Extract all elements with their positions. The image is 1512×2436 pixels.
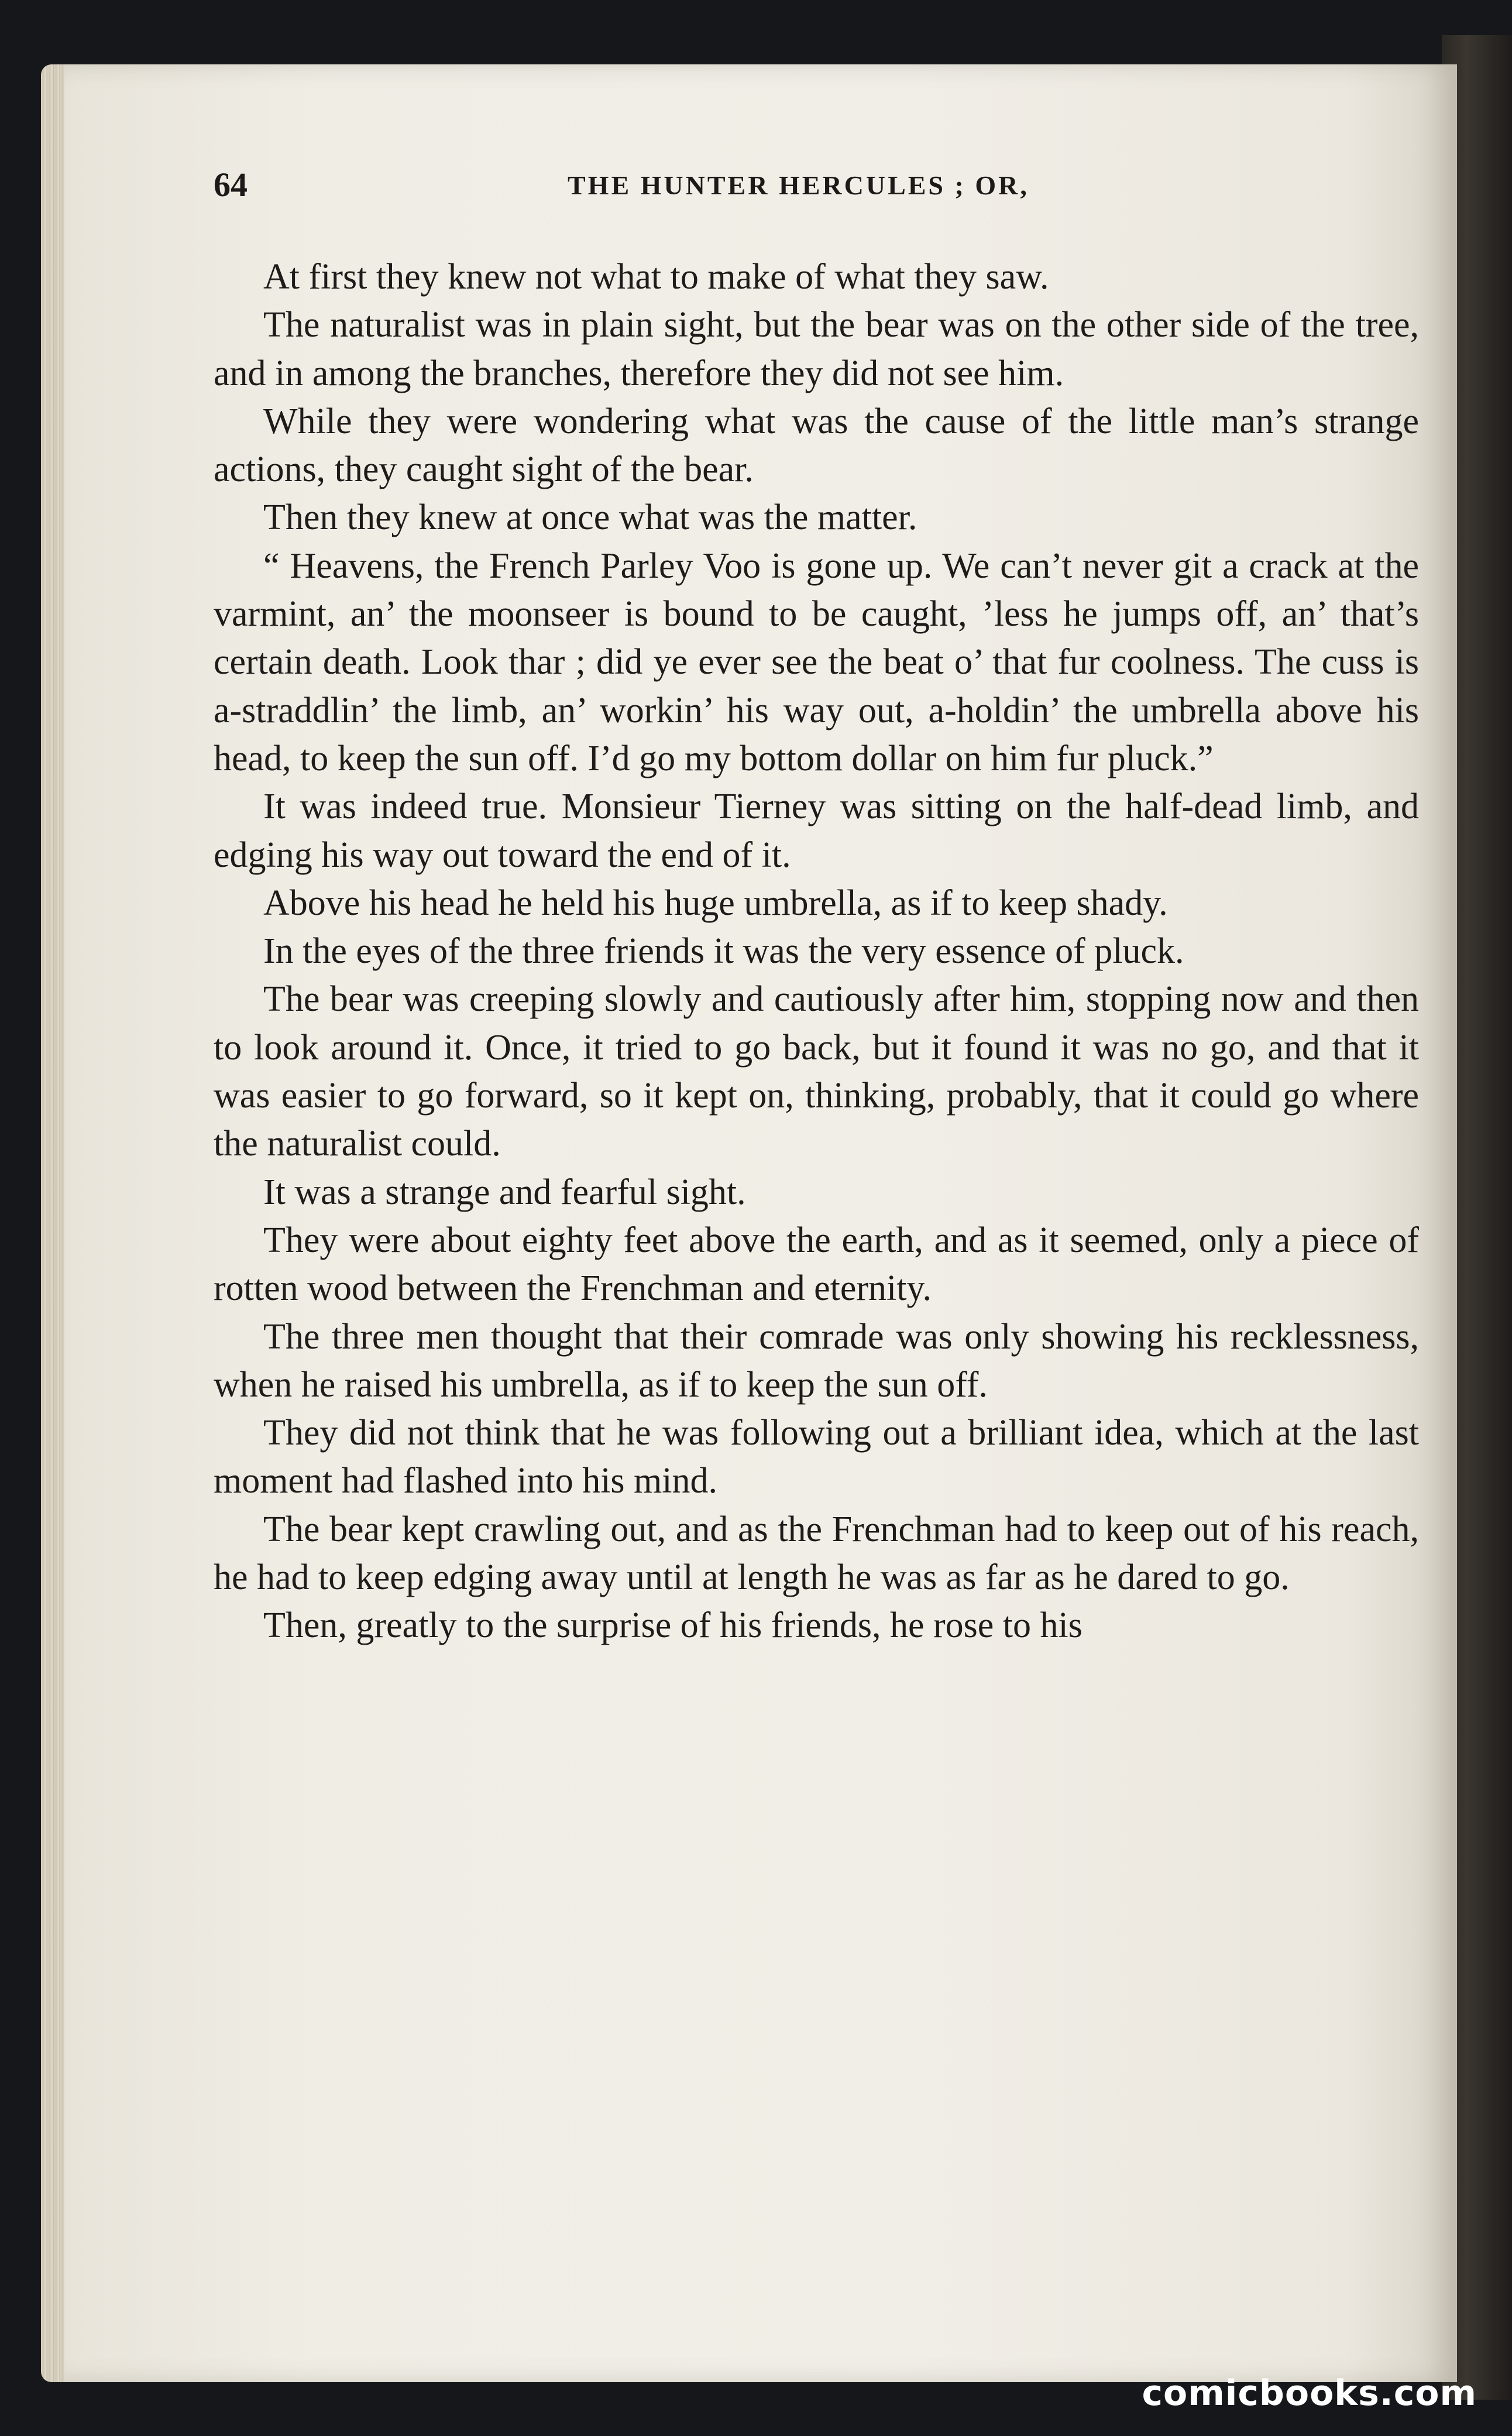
- paragraph: They did not think that he was following out a brilliant idea, which at the last moment had flashed into his mind.: [214, 1413, 1419, 1501]
- paragraph: At first they knew not what to make of what they saw.: [263, 257, 1049, 297]
- paragraph: “ Heavens, the French Parley Voo is gone up. We can’t never git a crack at the varmint, an’ the moonseer is bound to be caught, ’less he jumps off, an’ that’s certain death. Look thar ; did ye ever see the beat o’ that fur coolness. The cuss is a-straddlin’ the limb, an’ workin’ his way out, a-holdin’ the umbrella above his head, to keep the sun off. I’d go my bottom dollar on him fur pluck.”: [214, 545, 1419, 778]
- paragraph: The three men thought that their comrade was only showing his recklessness, when he raised his umbrella, as if to keep the sun off.: [214, 1316, 1419, 1405]
- paragraph: The bear kept crawling out, and as the Frenchman had to keep out of his reach, he had to keep edging away until at length he was as far as he dared to go.: [214, 1509, 1419, 1598]
- body-text: [214, 253, 1419, 1650]
- watermark: comicbooks.com: [1142, 2373, 1477, 2414]
- page-number: 64: [214, 166, 248, 204]
- running-head: THE HUNTER HERCULES ; OR,: [568, 170, 1029, 200]
- paragraph: Above his head he held his huge umbrella, as if to keep shady.: [263, 883, 1168, 923]
- paragraph: It was indeed true. Monsieur Tierney was sitting on the half-dead limb, and edging his way out toward the end of it.: [214, 787, 1419, 875]
- paragraph: Then, greatly to the surprise of his friends, he rose to his: [263, 1605, 1083, 1646]
- paragraph: While they were wondering what was the cause of the little man’s strange actions, they caught sight of the bear.: [214, 401, 1419, 490]
- paragraph: The bear was creeping slowly and cautiously after him, stopping now and then to look around it. Once, it tried to go back, but it found it was no go, and that it was easier to go forward, so it kept on, thinking, probably, that it could go where the naturalist could.: [214, 979, 1419, 1164]
- paragraph: The naturalist was in plain sight, but the bear was on the other side of the tree, and in among the branches, therefore they did not see him.: [214, 305, 1419, 393]
- paragraph: It was a strange and fearful sight.: [263, 1172, 746, 1212]
- paragraph: In the eyes of the three friends it was the very essence of pluck.: [263, 931, 1184, 972]
- page-header: [214, 165, 1419, 212]
- paragraph: They were about eighty feet above the earth, and as it seemed, only a piece of rotten wood between the Frenchman and eternity.: [214, 1220, 1419, 1309]
- paragraph: Then they knew at once what was the matter.: [263, 498, 917, 538]
